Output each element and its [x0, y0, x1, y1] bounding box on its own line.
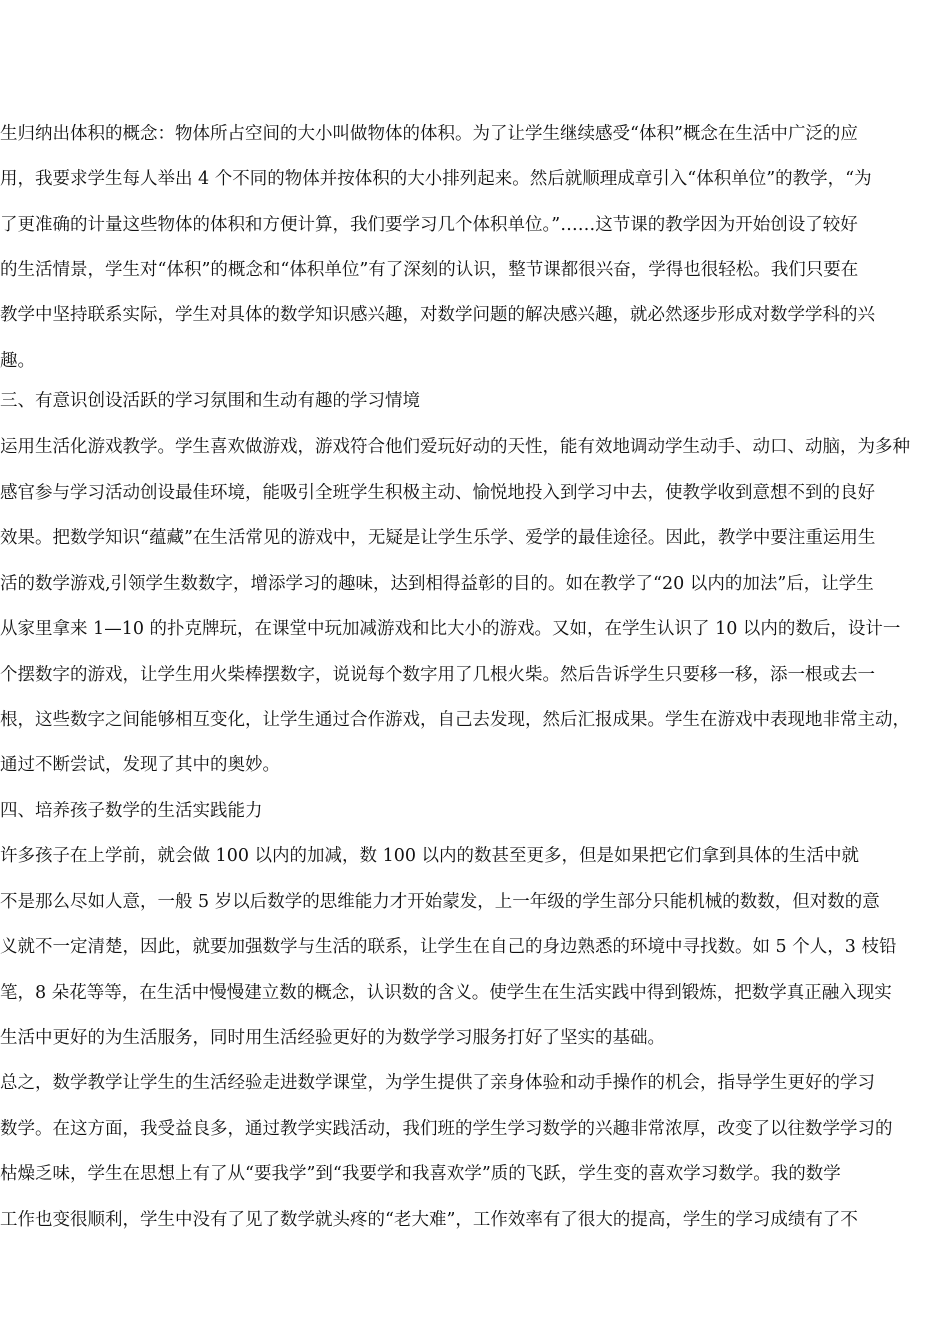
- section-heading: 四、培养孩子数学的生活实践能力: [0, 801, 263, 821]
- text-line: 根，这些数字之间能够相互变化，让学生通过合作游戏，自己去发现，然后汇报成果。学生在游戏中表现地非常主动，: [0, 710, 910, 730]
- text-line: 感官参与学习活动创设最佳环境，能吸引全班学生积极主动、愉悦地投入到学习中去，使教学收到意想不到的良好: [0, 483, 875, 503]
- text-line: 生归纳出体积的概念：物体所占空间的大小叫做物体的体积。为了让学生继续感受“体积”概念在生活中广泛的应: [0, 124, 858, 144]
- text-line: 从家里拿来 1—10 的扑克牌玩，在课堂中玩加减游戏和比大小的游戏。又如，在学生认识了 10 以内的数后，设计一: [0, 619, 901, 639]
- text-line: 许多孩子在上学前，就会做 100 以内的加减，数 100 以内的数甚至更多，但是如果把它们拿到具体的生活中就: [0, 846, 860, 866]
- text-line: 生活中更好的为生活服务，同时用生活经验更好的为数学学习服务打好了坚实的基础。: [0, 1028, 665, 1048]
- text-line: 义就不一定清楚，因此，就要加强数学与生活的联系，让学生在自己的身边熟悉的环境中寻找数。如 5 个人，3 枝铅: [0, 937, 897, 957]
- text-line: 的生活情景，学生对“体积”的概念和“体积单位”有了深刻的认识，整节课都很兴奋，学得也很轻松。我们只要在: [0, 260, 859, 280]
- text-line: 数学。在这方面，我受益良多，通过教学实践活动，我们班的学生学习数学的兴趣非常浓厚，改变了以往数学学习的: [0, 1119, 893, 1139]
- text-line: 运用生活化游戏教学。学生喜欢做游戏，游戏符合他们爱玩好动的天性，能有效地调动学生动手、动口、动脑，为多种: [0, 437, 910, 457]
- text-line: 笔，8 朵花等等，在生活中慢慢建立数的概念，认识数的含义。使学生在生活实践中得到锻炼，把数学真正融入现实: [0, 983, 892, 1003]
- text-line: 个摆数字的游戏，让学生用火柴棒摆数字，说说每个数字用了几根火柴。然后告诉学生只要移一移，添一根或去一: [0, 665, 875, 685]
- section-heading: 三、有意识创设活跃的学习氛围和生动有趣的学习情境: [0, 391, 420, 411]
- text-line: 教学中坚持联系实际，学生对具体的数学知识感兴趣，对数学问题的解决感兴趣，就必然逐步形成对数学学科的兴: [0, 305, 875, 325]
- text-line: 效果。把数学知识“蕴藏”在生活常见的游戏中，无疑是让学生乐学、爱学的最佳途径。因此，教学中要注重运用生: [0, 528, 876, 548]
- text-line: 用，我要求学生每人举出 4 个不同的物体并按体积的大小排列起来。然后就顺理成章引入“体积单位”的教学，“为: [0, 169, 872, 189]
- text-line: 不是那么尽如人意，一般 5 岁以后数学的思维能力才开始蒙发，上一年级的学生部分只能机械的数数，但对数的意: [0, 892, 880, 912]
- text-line: 总之，数学教学让学生的生活经验走进数学课堂，为学生提供了亲身体验和动手操作的机会，指导学生更好的学习: [0, 1073, 875, 1093]
- text-line: 通过不断尝试，发现了其中的奥妙。: [0, 755, 280, 775]
- text-line: 趣。: [0, 351, 35, 371]
- text-line: 了更准确的计量这些物体的体积和方便计算，我们要学习几个体积单位。”……这节课的教学因为开始创设了较好: [0, 215, 858, 235]
- text-line: 活的数学游戏,引领学生数数字，增添学习的趣味，达到相得益彰的目的。如在教学了“20 以内的加法”后，让学生: [0, 574, 874, 594]
- text-line: 枯燥乏味，学生在思想上有了从“要我学”到“我要学和我喜欢学”质的飞跃，学生变的喜欢学习数学。我的数学: [0, 1164, 841, 1184]
- text-line: 工作也变很顺利，学生中没有了见了数学就头疼的“老大难”，工作效率有了很大的提高，学生的学习成绩有了不: [0, 1210, 858, 1230]
